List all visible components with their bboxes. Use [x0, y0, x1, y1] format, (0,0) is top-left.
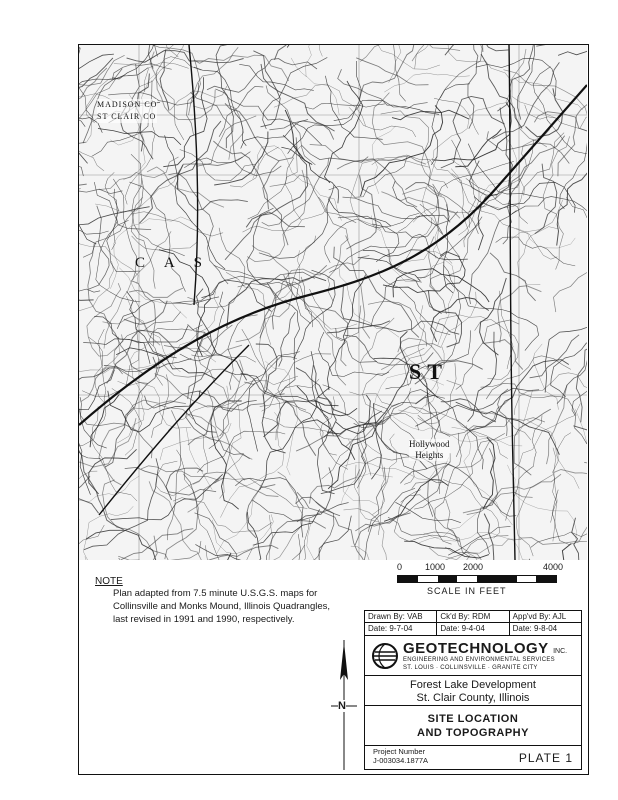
scale-tick-4000: 4000	[543, 562, 564, 572]
place-label	[409, 439, 450, 461]
date-approved: Date: 9-8-04	[512, 624, 558, 633]
company-name	[403, 640, 567, 657]
checked-by: Ck'd By: RDM	[437, 611, 509, 622]
place-label-line-1: Hollywood	[409, 439, 450, 449]
drawing-title-line-2: AND TOPOGRAPHY	[417, 727, 529, 739]
scale-bar-graphic	[397, 575, 557, 583]
globe-icon	[371, 642, 399, 670]
county-label-1: MADISON CO	[97, 100, 158, 109]
project-number: J-003034.1877A	[373, 756, 429, 765]
county-label-2: ST CLAIR CO	[97, 112, 157, 121]
city-label: ST	[409, 359, 448, 384]
project-location: St. Clair County, Illinois	[416, 692, 530, 704]
note-label: NOTE	[95, 576, 123, 587]
project-name: Forest Lake Development	[410, 679, 536, 691]
north-arrow	[329, 640, 359, 770]
date-drawn: Date: 9-7-04	[365, 623, 437, 635]
drawn-by: Drawn By: VAB	[365, 611, 437, 622]
note-text: Plan adapted from 7.5 minute U.S.G.S. maps for Collinsville and Monks Mound, Illinois Quadrangles, last revised in 1991 and 1990, respectively.	[113, 588, 331, 625]
approved-by: App'vd By: AJL	[512, 612, 567, 621]
title-block-footer	[365, 746, 581, 770]
title-block-row-authors	[365, 611, 581, 623]
drawing-title	[365, 706, 581, 746]
title-block	[364, 610, 582, 770]
date-checked: Date: 9-4-04	[437, 623, 509, 635]
county-line-label	[97, 99, 157, 123]
map-sheet	[78, 44, 589, 775]
drawing-title-line-1: SITE LOCATION	[427, 713, 519, 725]
legend-area	[79, 560, 587, 773]
scale-tick-1000: 1000	[425, 562, 446, 572]
north-label: N	[338, 700, 346, 712]
topographic-map	[79, 45, 587, 560]
project-info	[365, 676, 581, 706]
project-number-label: Project Number	[373, 747, 426, 756]
company-name-text: GEOTECHNOLOGY	[403, 640, 549, 657]
title-block-row-dates	[365, 623, 581, 636]
scale-bar	[397, 562, 577, 602]
plate-number: PLATE 1	[518, 751, 573, 765]
company-locations: ST. LOUIS · COLLINSVILLE · GRANITE CITY	[403, 665, 538, 671]
company-logo	[365, 636, 581, 676]
scale-tick-0: 0	[397, 562, 403, 572]
township-label: C A S	[135, 255, 211, 271]
scale-caption: SCALE IN FEET	[427, 586, 507, 596]
company-suffix: INC.	[553, 648, 568, 655]
scale-tick-2000: 2000	[463, 562, 484, 572]
company-services: ENGINEERING AND ENVIRONMENTAL SERVICES	[403, 657, 555, 663]
place-label-line-2: Heights	[415, 450, 444, 460]
